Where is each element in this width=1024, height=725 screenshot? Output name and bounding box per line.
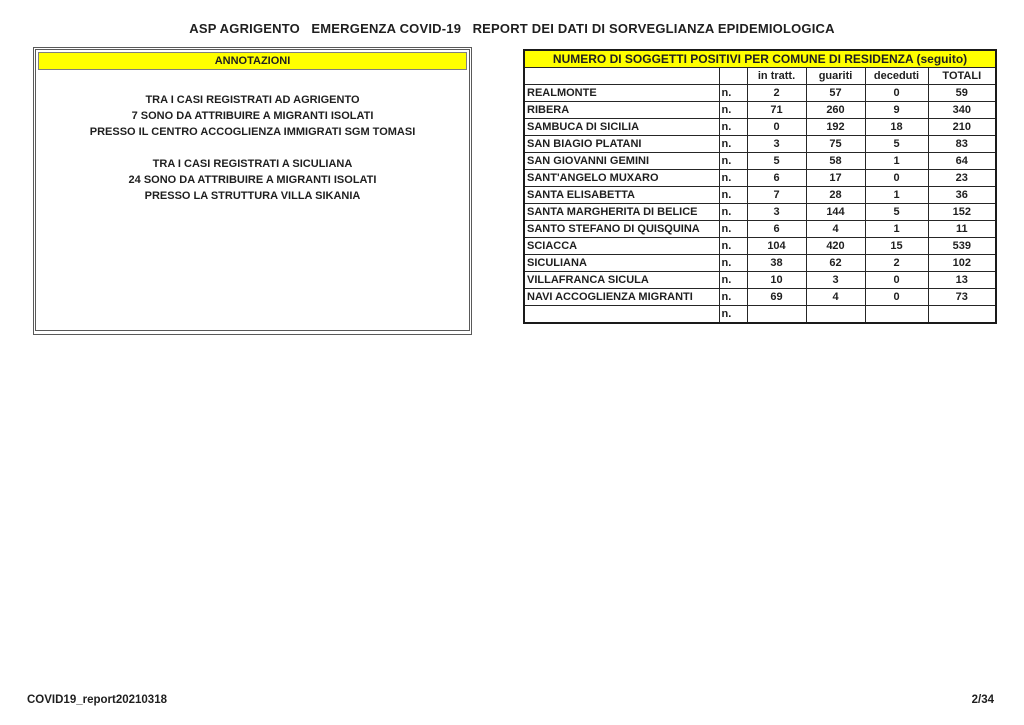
footer-filename: COVID19_report20210318	[27, 694, 167, 706]
in-tratt-cell: 2	[747, 85, 806, 102]
comune-cell: REALMONTE	[524, 85, 719, 102]
table-row	[524, 306, 996, 324]
in-tratt-cell: 7	[747, 187, 806, 204]
deceduti-cell: 5	[865, 204, 928, 221]
totali-cell	[928, 306, 996, 324]
header-deceduti: deceduti	[865, 68, 928, 85]
comune-cell	[524, 306, 719, 324]
totali-cell: 539	[928, 238, 996, 255]
comune-cell: SICULIANA	[524, 255, 719, 272]
guariti-cell: 260	[806, 102, 865, 119]
annotations-paragraph	[36, 156, 469, 204]
annotations-body	[36, 70, 469, 204]
totali-cell: 102	[928, 255, 996, 272]
totali-cell: 73	[928, 289, 996, 306]
comune-cell: SANTA ELISABETTA	[524, 187, 719, 204]
totali-cell: 210	[928, 119, 996, 136]
header-totali: TOTALI	[928, 68, 996, 85]
annotation-line: 24 SONO DA ATTRIBUIRE A MIGRANTI ISOLATI	[128, 174, 377, 186]
totali-cell: 11	[928, 221, 996, 238]
table-row	[524, 272, 996, 289]
table-row	[524, 136, 996, 153]
guariti-cell: 58	[806, 153, 865, 170]
guariti-cell: 57	[806, 85, 865, 102]
annotations-header: ANNOTAZIONI	[38, 52, 467, 70]
annotation-line: PRESSO IL CENTRO ACCOGLIENZA IMMIGRATI SGM TOMASI	[89, 126, 416, 138]
guariti-cell	[806, 306, 865, 324]
table-row	[524, 221, 996, 238]
table-row	[524, 255, 996, 272]
deceduti-cell: 1	[865, 221, 928, 238]
annotation-line: PRESSO LA STRUTTURA VILLA SIKANIA	[144, 190, 361, 202]
guariti-cell: 420	[806, 238, 865, 255]
unit-cell: n.	[719, 153, 747, 170]
in-tratt-cell: 69	[747, 289, 806, 306]
guariti-cell: 4	[806, 221, 865, 238]
table-row	[524, 187, 996, 204]
guariti-cell: 144	[806, 204, 865, 221]
totali-cell: 83	[928, 136, 996, 153]
in-tratt-cell: 6	[747, 170, 806, 187]
table-row	[524, 153, 996, 170]
deceduti-cell: 15	[865, 238, 928, 255]
in-tratt-cell: 38	[747, 255, 806, 272]
unit-cell: n.	[719, 102, 747, 119]
header-guariti: guariti	[806, 68, 865, 85]
comune-cell: SANTO STEFANO DI QUISQUINA	[524, 221, 719, 238]
annotations-box-inner	[35, 49, 470, 331]
in-tratt-cell: 5	[747, 153, 806, 170]
table-title: NUMERO DI SOGGETTI POSITIVI PER COMUNE DI RESIDENZA (seguito)	[524, 50, 996, 68]
table-title-row	[524, 50, 996, 68]
totali-cell: 340	[928, 102, 996, 119]
positives-table	[523, 49, 997, 324]
table-row	[524, 102, 996, 119]
comune-cell: VILLAFRANCA SICULA	[524, 272, 719, 289]
in-tratt-cell: 0	[747, 119, 806, 136]
guariti-cell: 62	[806, 255, 865, 272]
guariti-cell: 3	[806, 272, 865, 289]
deceduti-cell: 0	[865, 170, 928, 187]
table-header-row	[524, 68, 996, 85]
comune-cell: RIBERA	[524, 102, 719, 119]
totali-cell: 13	[928, 272, 996, 289]
unit-cell: n.	[719, 272, 747, 289]
in-tratt-cell: 71	[747, 102, 806, 119]
table-row	[524, 289, 996, 306]
deceduti-cell	[865, 306, 928, 324]
unit-cell: n.	[719, 221, 747, 238]
deceduti-cell: 9	[865, 102, 928, 119]
guariti-cell: 192	[806, 119, 865, 136]
page-title: ASP AGRIGENTO EMERGENZA COVID-19 REPORT DEI DATI DI SORVEGLIANZA EPIDEMIOLOGICA	[189, 21, 835, 36]
in-tratt-cell: 104	[747, 238, 806, 255]
totali-cell: 64	[928, 153, 996, 170]
positives-table-container	[523, 49, 995, 324]
footer-page-number: 2/34	[971, 694, 994, 706]
unit-cell: n.	[719, 170, 747, 187]
comune-cell: SANT'ANGELO MUXARO	[524, 170, 719, 187]
unit-cell: n.	[719, 306, 747, 324]
annotations-box	[33, 47, 472, 335]
table-row	[524, 119, 996, 136]
annotation-line: TRA I CASI REGISTRATI A SICULIANA	[152, 158, 353, 170]
comune-cell: SAMBUCA DI SICILIA	[524, 119, 719, 136]
guariti-cell: 75	[806, 136, 865, 153]
deceduti-cell: 5	[865, 136, 928, 153]
deceduti-cell: 0	[865, 85, 928, 102]
in-tratt-cell: 3	[747, 204, 806, 221]
in-tratt-cell: 6	[747, 221, 806, 238]
table-row	[524, 85, 996, 102]
deceduti-cell: 0	[865, 272, 928, 289]
table-row	[524, 170, 996, 187]
annotations-paragraph	[36, 92, 469, 140]
totali-cell: 36	[928, 187, 996, 204]
unit-cell: n.	[719, 119, 747, 136]
totali-cell: 23	[928, 170, 996, 187]
guariti-cell: 17	[806, 170, 865, 187]
comune-cell: SANTA MARGHERITA DI BELICE	[524, 204, 719, 221]
in-tratt-cell	[747, 306, 806, 324]
deceduti-cell: 18	[865, 119, 928, 136]
comune-cell: SAN GIOVANNI GEMINI	[524, 153, 719, 170]
unit-cell: n.	[719, 85, 747, 102]
table-body	[524, 85, 996, 324]
deceduti-cell: 2	[865, 255, 928, 272]
unit-cell: n.	[719, 187, 747, 204]
deceduti-cell: 1	[865, 187, 928, 204]
unit-cell: n.	[719, 255, 747, 272]
header-in-tratt: in tratt.	[747, 68, 806, 85]
totali-cell: 152	[928, 204, 996, 221]
unit-cell: n.	[719, 204, 747, 221]
in-tratt-cell: 10	[747, 272, 806, 289]
unit-cell: n.	[719, 136, 747, 153]
header-unit-empty	[719, 68, 747, 85]
comune-cell: SAN BIAGIO PLATANI	[524, 136, 719, 153]
header-comune-empty	[524, 68, 719, 85]
in-tratt-cell: 3	[747, 136, 806, 153]
table-row	[524, 204, 996, 221]
annotation-line: 7 SONO DA ATTRIBUIRE A MIGRANTI ISOLATI	[131, 110, 374, 122]
deceduti-cell: 1	[865, 153, 928, 170]
comune-cell: SCIACCA	[524, 238, 719, 255]
unit-cell: n.	[719, 289, 747, 306]
annotation-line: TRA I CASI REGISTRATI AD AGRIGENTO	[145, 94, 360, 106]
table-row	[524, 238, 996, 255]
guariti-cell: 4	[806, 289, 865, 306]
deceduti-cell: 0	[865, 289, 928, 306]
comune-cell: NAVI ACCOGLIENZA MIGRANTI	[524, 289, 719, 306]
unit-cell: n.	[719, 238, 747, 255]
guariti-cell: 28	[806, 187, 865, 204]
totali-cell: 59	[928, 85, 996, 102]
